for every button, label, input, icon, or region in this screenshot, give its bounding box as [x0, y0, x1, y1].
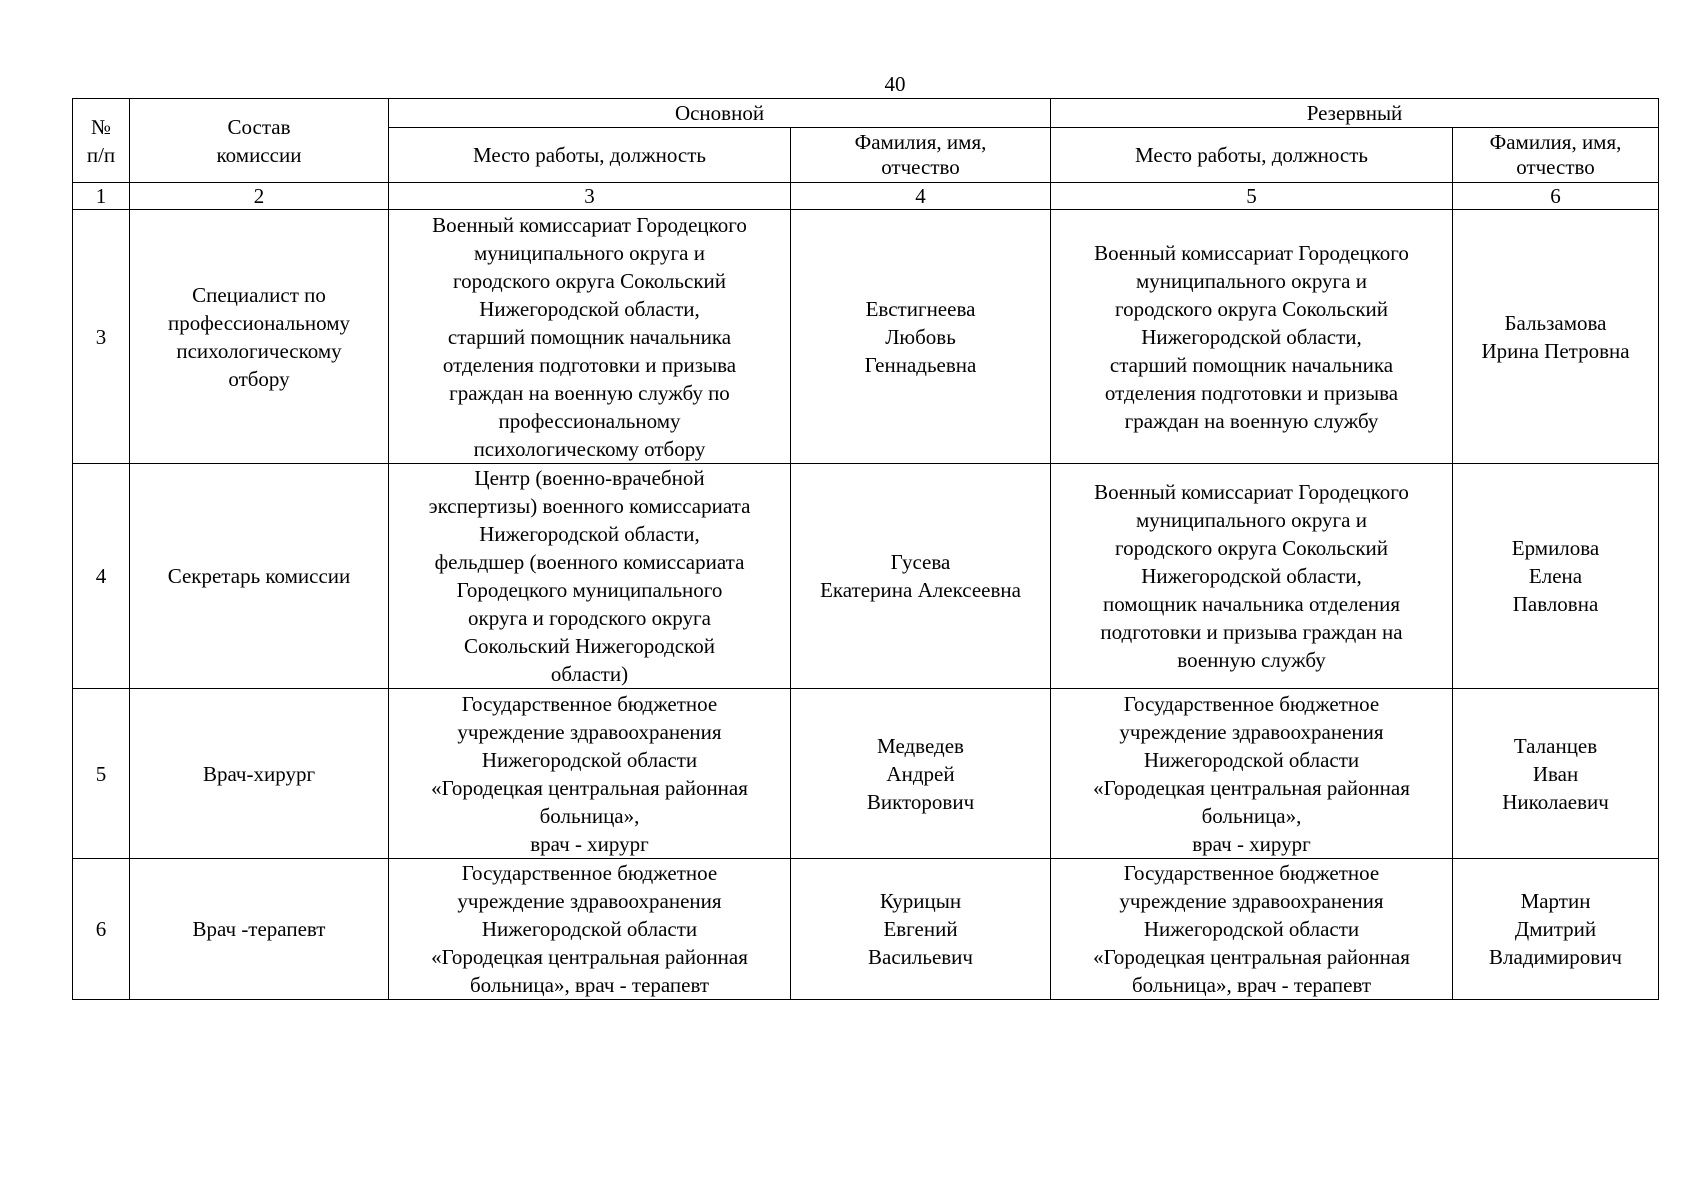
row-reserve-workplace: Военный комиссариат Городецкого муниципального округа и городского округа Сокольский Нижегородской области, старший помощник начальника отделения подготовки и призыва граждан на военную службу — [1051, 210, 1453, 464]
column-number-row — [73, 183, 1659, 210]
row-main-name: Евстигнеева Любовь Геннадьевна — [791, 210, 1051, 464]
row-role: Врач -терапевт — [130, 859, 389, 1000]
column-number: 6 — [1453, 183, 1659, 210]
row-role: Врач-хирург — [130, 689, 389, 859]
column-number: 4 — [791, 183, 1051, 210]
row-reserve-workplace: Государственное бюджетное учреждение здравоохранения Нижегородской области «Городецкая центральная районная больница», врач - хирург — [1051, 689, 1453, 859]
row-main-workplace: Военный комиссариат Городецкого муниципального округа и городского округа Сокольский Нижегородской области, старший помощник начальника отделения подготовки и призыва граждан на военную службу по профессиональному психологическому отбору — [389, 210, 791, 464]
header-reserve-fio: Фамилия, имя, отчество — [1453, 128, 1659, 183]
row-role: Секретарь комиссии — [130, 464, 389, 689]
header-main-fio: Фамилия, имя, отчество — [791, 128, 1051, 183]
header-main-workplace: Место работы, должность — [389, 128, 791, 183]
column-number: 1 — [73, 183, 130, 210]
row-reserve-name: Бальзамова Ирина Петровна — [1453, 210, 1659, 464]
header-main: Основной — [389, 99, 1051, 128]
row-reserve-workplace: Государственное бюджетное учреждение здравоохранения Нижегородской области «Городецкая центральная районная больница», врач - терапевт — [1051, 859, 1453, 1000]
row-main-name: Медведев Андрей Викторович — [791, 689, 1051, 859]
row-reserve-name: Ермилова Елена Павловна — [1453, 464, 1659, 689]
column-number: 3 — [389, 183, 791, 210]
row-main-name: Курицын Евгений Васильевич — [791, 859, 1051, 1000]
row-reserve-name: Мартин Дмитрий Владимирович — [1453, 859, 1659, 1000]
column-number: 5 — [1051, 183, 1453, 210]
header-number: № п/п — [73, 99, 130, 183]
row-number: 5 — [73, 689, 130, 859]
row-number: 4 — [73, 464, 130, 689]
commission-table — [72, 98, 1659, 1000]
row-main-workplace: Государственное бюджетное учреждение здравоохранения Нижегородской области «Городецкая центральная районная больница», врач - терапевт — [389, 859, 791, 1000]
row-main-workplace: Центр (военно-врачебной экспертизы) военного комиссариата Нижегородской области, фельдшер (военного комиссариата Городецкого муниципального округа и городского округа Сокольский Нижегородской области) — [389, 464, 791, 689]
table-row — [73, 210, 1659, 464]
row-reserve-workplace: Военный комиссариат Городецкого муниципального округа и городского округа Сокольский Нижегородской области, помощник начальника отделения подготовки и призыва граждан на военную службу — [1051, 464, 1453, 689]
row-main-name: Гусева Екатерина Алексеевна — [791, 464, 1051, 689]
page-number: 40 — [884, 72, 906, 96]
header-reserve-workplace: Место работы, должность — [1051, 128, 1453, 183]
column-number: 2 — [130, 183, 389, 210]
header-reserve: Резервный — [1051, 99, 1659, 128]
header-composition: Состав комиссии — [130, 99, 389, 183]
table-row — [73, 859, 1659, 1000]
table-row — [73, 689, 1659, 859]
row-role: Специалист по профессиональному психологическому отбору — [130, 210, 389, 464]
row-reserve-name: Таланцев Иван Николаевич — [1453, 689, 1659, 859]
row-main-workplace: Государственное бюджетное учреждение здравоохранения Нижегородской области «Городецкая центральная районная больница», врач - хирург — [389, 689, 791, 859]
row-number: 3 — [73, 210, 130, 464]
header-row-top — [73, 99, 1659, 128]
table-row — [73, 464, 1659, 689]
row-number: 6 — [73, 859, 130, 1000]
